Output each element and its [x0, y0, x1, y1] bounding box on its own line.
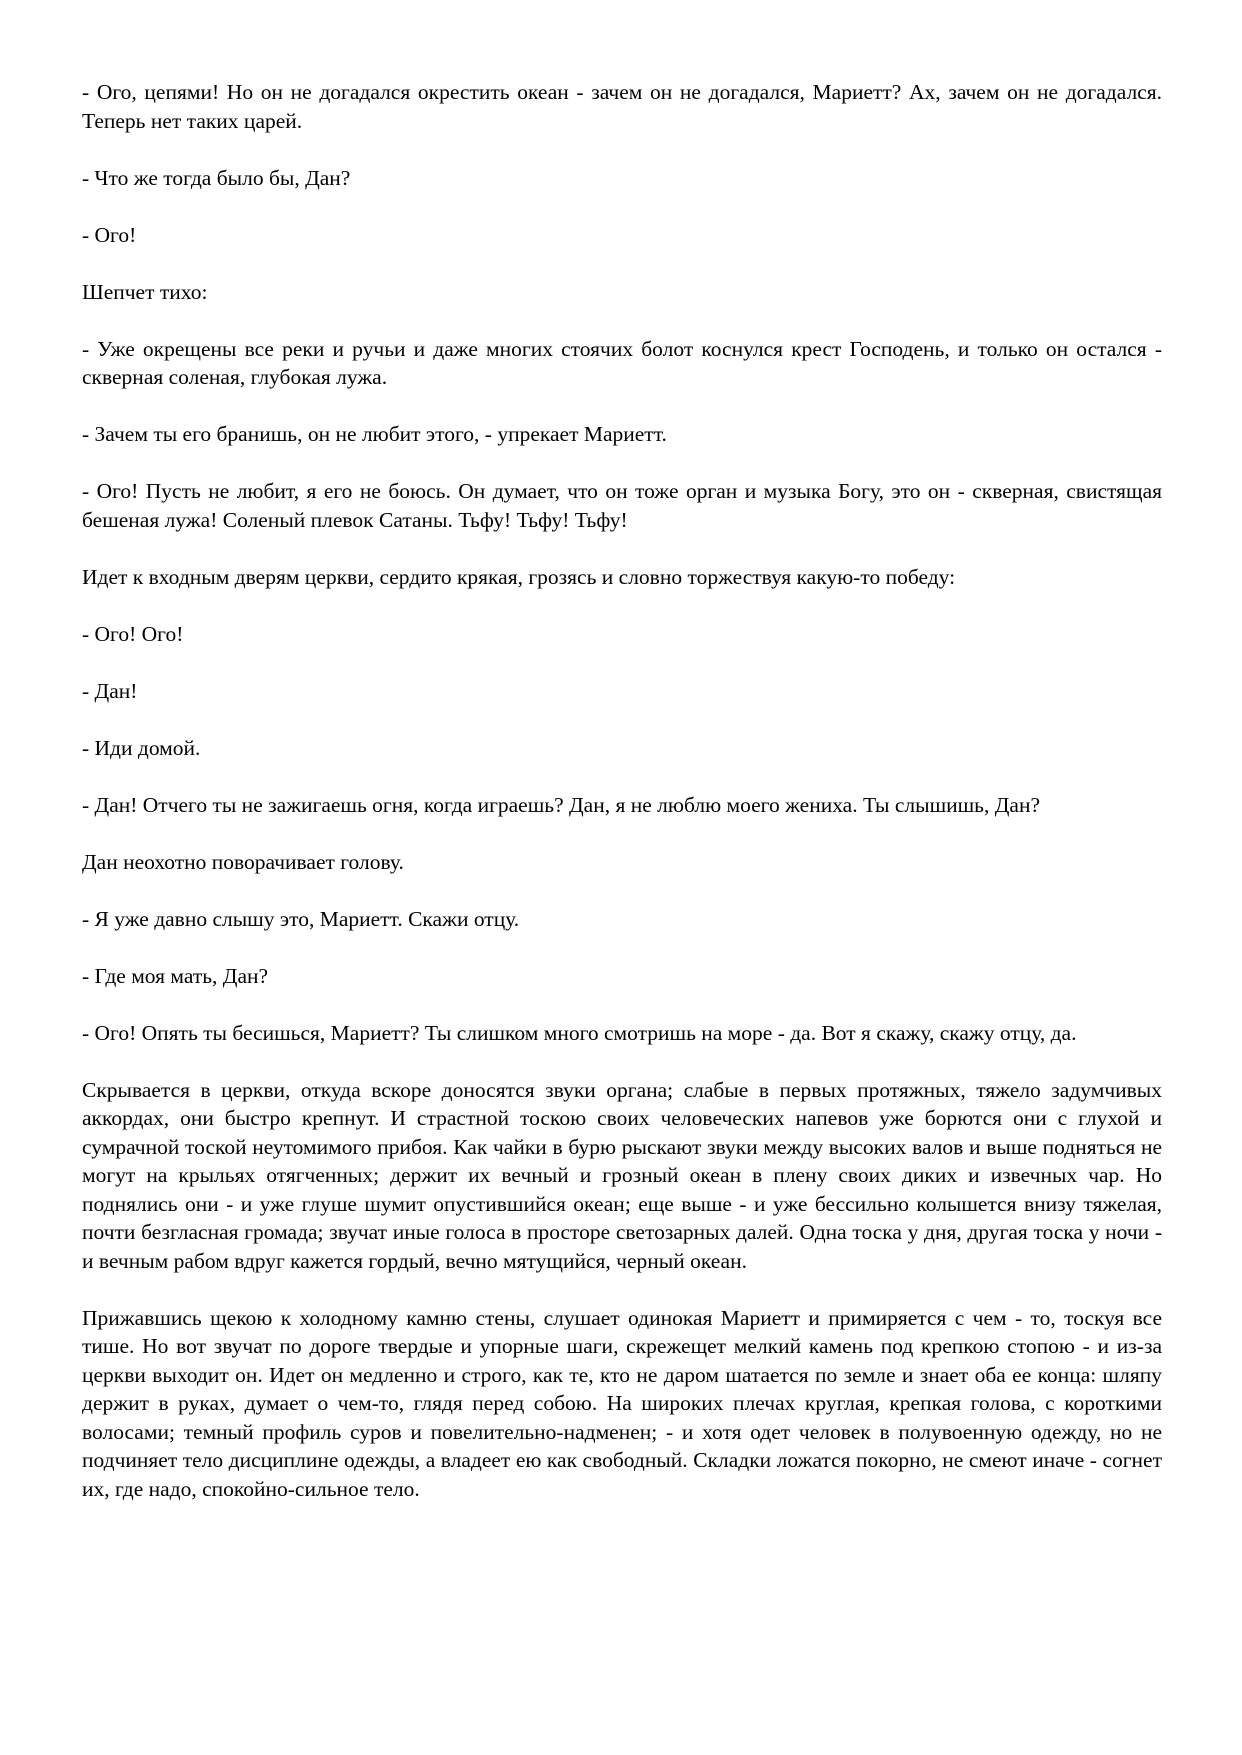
paragraph-12: - Дан! Отчего ты не зажигаешь огня, когда играешь? Дан, я не люблю моего жениха. Ты слышишь, Дан?	[82, 792, 1040, 817]
paragraph-16: - Ого! Опять ты бесишься, Мариетт? Ты слишком много смотришь на море - да. Вот я скажу, скажу отцу, да.	[82, 1020, 1077, 1045]
paragraph-4: Шепчет тихо:	[82, 279, 208, 304]
paragraph-13: Дан неохотно поворачивает голову.	[82, 849, 404, 874]
paragraph-7: - Ого! Пусть не любит, я его не боюсь. Он думает, что он тоже орган и музыка Богу, это он - скверная, свистящая бешеная лужа! Соленый плевок Сатаны. Тьфу! Тьфу! Тьфу!	[82, 479, 1162, 532]
paragraph-9: - Ого! Ого!	[82, 621, 184, 646]
paragraph-18: Прижавшись щекою к холодному камню стены, слушает одинокая Мариетт и примиряется с чем - то, тоскуя все тише. Но вот звучат по дороге твердые и упорные шаги, скрежещет мелкий камень под крепкою стопою - и из-за церкви выходит он. Идет он медленно и строго, как те, кто не даром шатается по земле и знает оба ее конца: шляпу держит в руках, думает о чем-то, глядя перед собою. На широких плечах круглая, крепкая голова, с короткими волосами; темный профиль суров и повелительно-надменен; - и хотя одет человек в полувоенную одежду, но не подчиняет тело дисциплине одежды, а владеет ею как свободный. Складки ложатся покорно, не смеют иначе - согнет их, где надо, спокойно-сильное тело.	[82, 1305, 1162, 1501]
paragraph-15: - Где моя мать, Дан?	[82, 963, 269, 988]
paragraph-14: - Я уже давно слышу это, Мариетт. Скажи отцу.	[82, 906, 520, 931]
paragraph-8: Идет к входным дверям церкви, сердито крякая, грозясь и словно торжествуя какую-то победу:	[82, 564, 956, 589]
paragraph-2: - Что же тогда было бы, Дан?	[82, 165, 351, 190]
paragraph-6: - Зачем ты его бранишь, он не любит этого, - упрекает Мариетт.	[82, 422, 667, 446]
paragraph-10: - Дан!	[82, 678, 138, 703]
paragraph-3: - Ого!	[82, 222, 137, 247]
document-page	[82, 78, 1162, 1532]
paragraph-5: - Уже окрещены все реки и ручьи и даже многих стоячих болот коснулся крест Господень, и только он остался - скверная соленая, глубокая лужа.	[82, 336, 1162, 389]
paragraph-1: - Ого, цепями! Но он не догадался окрестить океан - зачем он не догадался, Мариетт? Ах, зачем он не догадался. Теперь нет таких царей.	[82, 80, 1162, 133]
paragraph-11: - Иди домой.	[82, 735, 201, 760]
paragraph-17: Скрывается в церкви, откуда вскоре доносятся звуки органа; слабые в первых протяжных, тяжело задумчивых аккордах, они быстро крепнут. И страстной тоскою своих человеческих напевов уже борются они с глухой и сумрачной тоской неутомимого прибоя. Как чайки в бурю рыскают звуки между высоких валов и выше подняться не могут на крыльях отягченных; держит их вечный и грозный океан в плену своих диких и извечных чар. Но поднялись они - и уже глуше шумит опустившийся океан; еще выше - и уже бессильно колышется внизу тяжелая, почти безгласная громада; звучат иные голоса в просторе светозарных далей. Одна тоска у дня, другая тоска у ночи - и вечным рабом вдруг кажется гордый, вечно мятущийся, черный океан.	[82, 1077, 1162, 1273]
